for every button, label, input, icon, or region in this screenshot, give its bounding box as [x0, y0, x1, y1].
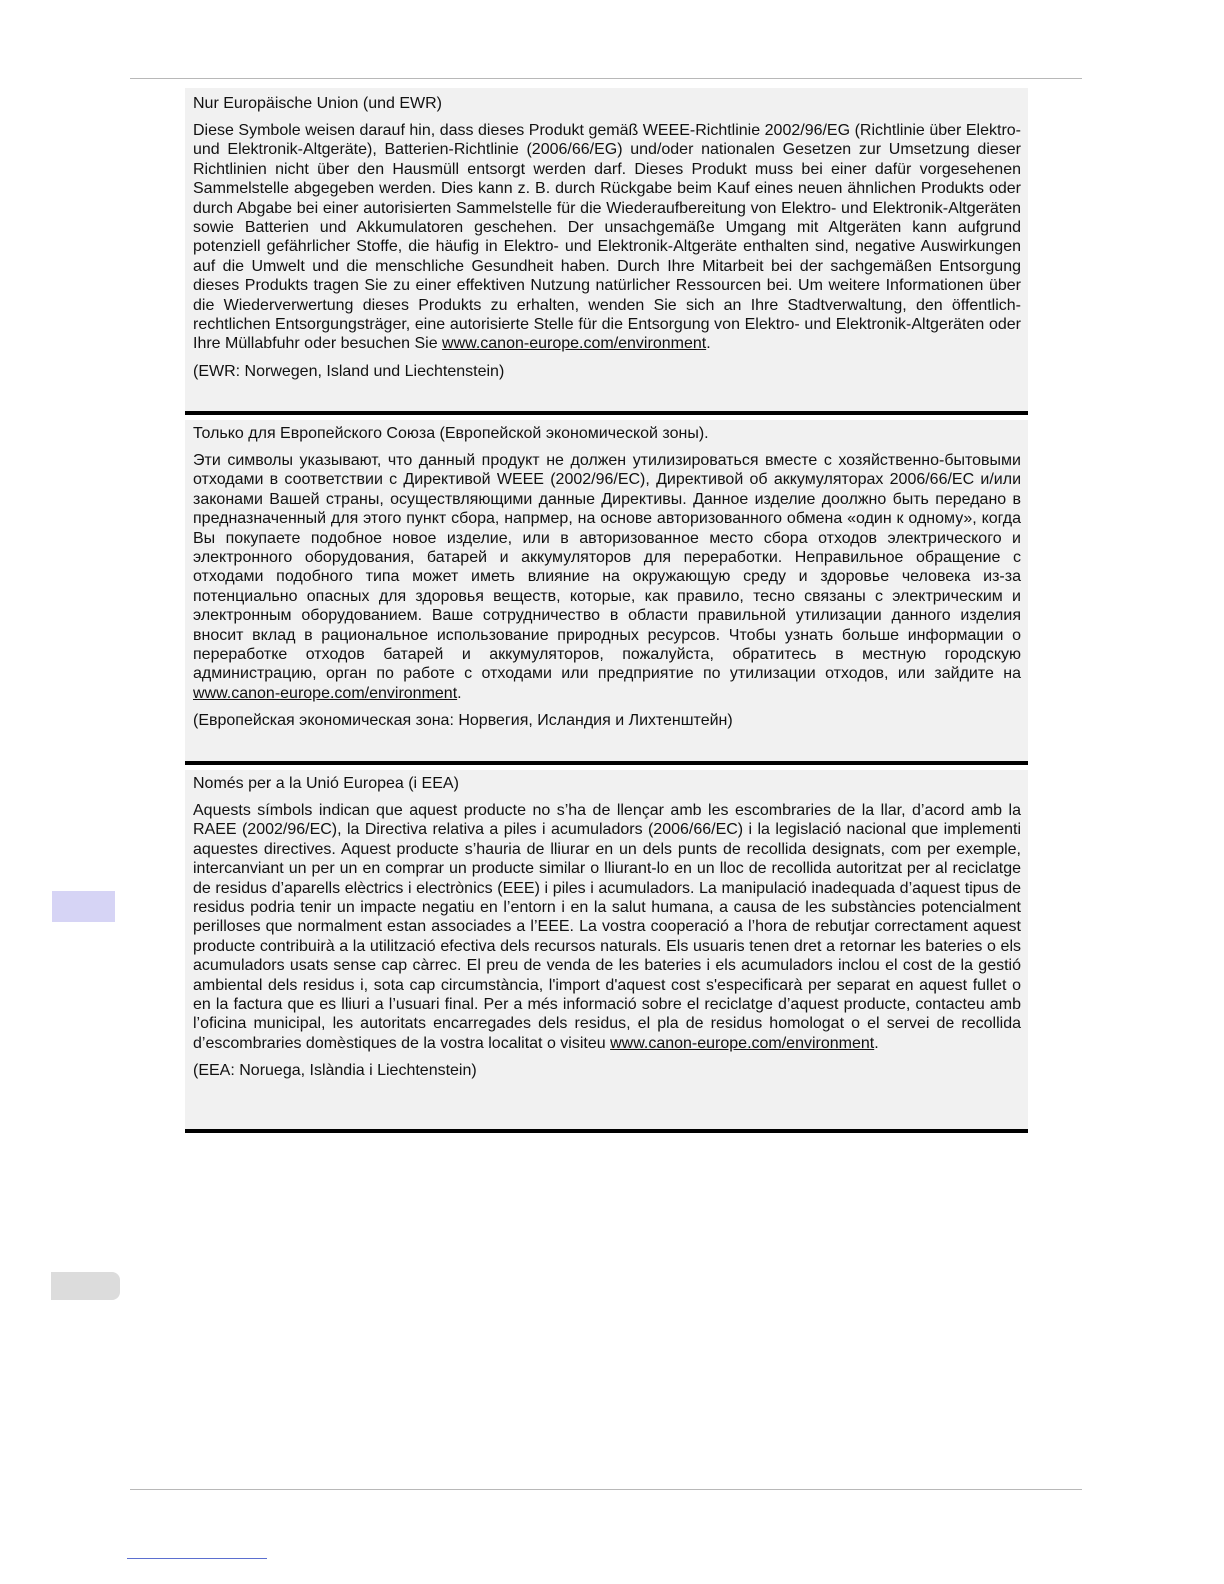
notice-footnote: (EWR: Norwegen, Island und Liechtenstein)	[193, 362, 505, 380]
notice-body: Aquests símbols indican que aquest producte no s’ha de llençar amb les escombraries de la llar, d’acord amb la RAEE (2002/96/EC), la Directiva relativa a piles i acumuladors (2006/66/EC) i la legislació nacional que implementi aquestes directives. Aquest producte s’hauria de lliurar en un dels punts de recollida designats, com per exemple, intercanviant un per un en comprar un producte similar o lliurant-lo en un lloc de recollida autoritzat per al reciclatge de residus d’aparells elèctrics i electrònics (EEE) i piles i acumuladors. La manipulació inadequada d’aquest tipus de residus podria tenir un impacte negatiu en l’entorn i en la salut humana, a causa de les substàncies potencialment perilloses que normalment estan associades a l’EEE. La vostra cooperació a l’hora de rebutjar correctament aquest producte contribuirà a la utilització efectiva dels recursos naturals. Els usuaris tenen dret a retornar les bateries o els acumuladors usats sense cap càrrec. El preu de venda de les bateries i els acumuladors inclou el cost de la gestió ambiental dels residus i, sota cap circumstància, l'import d'aquest cost s'especificarà per separat en aquest fullet o en la factura que es lliuri a l’usuari final. Per a més informació sobre el reciclatge d’aquest producte, contacteu amb l’oficina municipal, les autoritats encarregades dels residus, el pla de residus homologat o el servei de recollida d’escombraries domèstiques de la vostra localitat o visiteu www.canon-europe.com/environment.	[193, 802, 1021, 1052]
notice-footnote: (EEA: Noruega, Islàndia i Liechtenstein)	[193, 1062, 477, 1080]
notice-body: Diese Symbole weisen darauf hin, dass dieses Produkt gemäß WEEE-Richtlinie 2002/96/EG (Richtlinie über Elektro- und Elektronik-Altgeräte), Batterien-Richtlinie (2006/66/EG) und/oder nationalen Gesetzen zur Umsetzung dieser Richtlinien nicht über den Hausmüll entsorgt werden darf. Dieses Produkt muss bei einer dafür vorgesehenen Sammelstelle abgegeben werden. Dies kann z. B. durch Rückgabe beim Kauf eines neuen ähnlichen Produkts oder durch Abgabe bei einer autorisierten Sammelstelle für die Wiederaufbereitung von Elektro- und Elektronik-Altgeräten sowie Batterien und Akkumulatoren geschehen. Der unsachgemäße Umgang mit Altgeräten kann aufgrund potenziell gefährlicher Stoffe, die häufig in Elektro- und Elektronik-Altgeräte enthalten sind, negative Auswirkungen auf die Umwelt und die menschliche Gesundheit haben. Durch Ihre Mitarbeit bei der sachgemäßen Entsorgung dieses Produkts tragen Sie zu einer effektiven Nutzung natürlicher Ressourcen bei. Um weitere Informationen über die Wiederverwertung dieses Produkts zu erhalten, wenden Sie sich an Ihre Stadtverwaltung, den öffentlich-rechtlichen Entsorgungsträger, eine autorisierte Stelle für die Entsorgung von Elektro- und Elektronik-Altgeräten oder Ihre Müllabfuhr oder besuchen Sie www.canon-europe.com/environment.	[193, 122, 1021, 353]
environment-link[interactable]: www.canon-europe.com/environment	[610, 1034, 875, 1052]
notice-russian	[185, 420, 1028, 765]
chapter-tab[interactable]	[52, 891, 115, 922]
notice-footnote: (Европейская экономическая зона: Норвегия, Исландия и Лихтенштейн)	[193, 712, 733, 730]
notice-title: Nur Europäische Union (und EWR)	[193, 95, 442, 112]
environment-link[interactable]: www.canon-europe.com/environment	[442, 335, 707, 353]
footer-rule	[130, 1489, 1082, 1490]
notice-title: Только для Европейского Союза (Европейской экономической зоны).	[193, 425, 709, 442]
notice-body: Эти символы указывают, что данный продукт не должен утилизироваться вместе с хозяйственно-бытовыми отходами в соответствии с Директивой WEEE (2002/96/EC), Директивой об аккумуляторах 2006/66/EC и/или законами Вашей страны, осуществляющими данные Директивы. Данное изделие доолжно быть передано в предназначенный для этого пункт сбора, напрмер, на основе авторизованного обмена «один к одному», когда Вы покупаете подобное новое изделие, или в авторизованное место сбора отходов электрического и электронного оборудования, батарей и аккумуляторов для переработки. Неправильное обращение с отходами подобного типа может иметь влияние на окружающую среду и здоровье человека из-за потенциально опасных для здоровья веществ, которые, как правило, тесно связаны с электрическим и электронным оборудованием. Ваше сотрудничество в области правильной утилизации данного изделия вносит вклад в рациональное использование природных ресурсов. Чтобы узнать больше информации о переработке отходов батарей и аккумуляторов, пожалуйста, обратитесь в местную городскую администрацию, орган по работе с отходами или предприятие по утилизации отходов, или зайдите на www.canon-europe.com/environment.	[193, 452, 1021, 702]
notice-title: Només per a la Unió Europea (i EEA)	[193, 775, 459, 792]
notice-german	[185, 88, 1028, 415]
environment-link[interactable]: www.canon-europe.com/environment	[193, 684, 458, 702]
notice-catalan	[185, 770, 1028, 1133]
page-tab	[51, 1272, 120, 1300]
footer-link-underline[interactable]	[127, 1558, 267, 1559]
header-rule	[130, 78, 1082, 79]
